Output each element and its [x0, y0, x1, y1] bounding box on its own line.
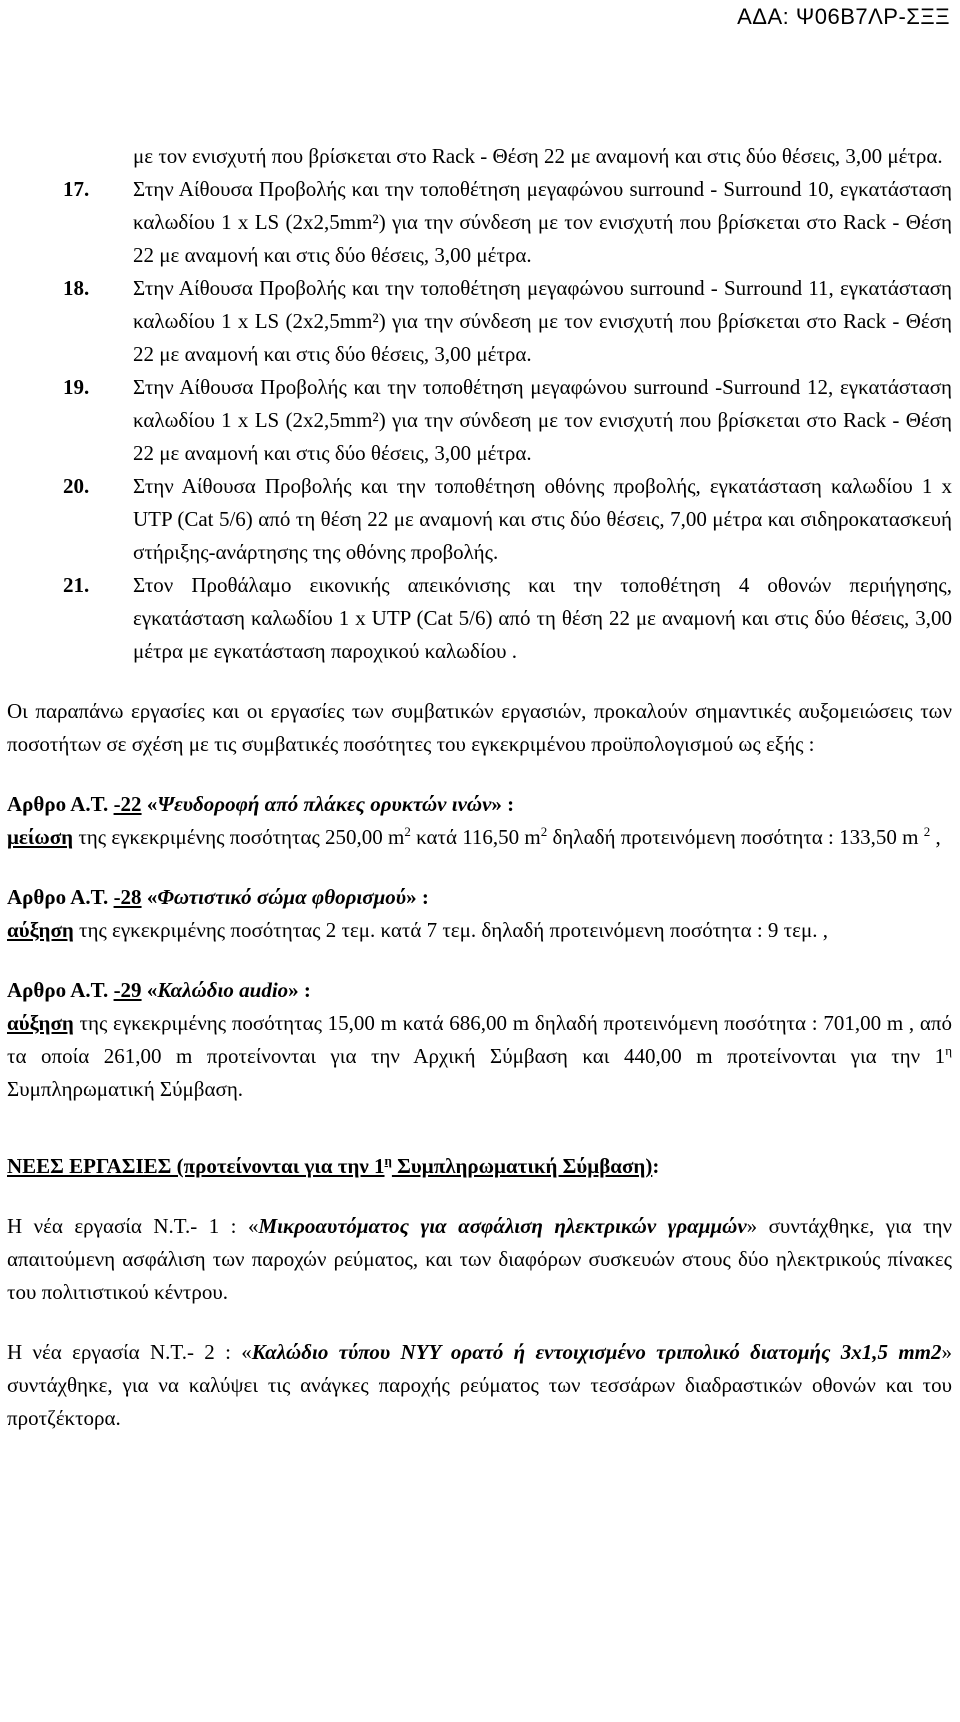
heading-text: ΝΕΕΣ ΕΡΓΑΣΙΕΣ (προτείνονται για την 1	[7, 1154, 385, 1178]
new-work-name: Μικροαυτόματος για ασφάλιση ηλεκτρικών γραμμών	[258, 1214, 747, 1238]
article-29	[7, 974, 952, 1106]
article-prefix: Αρθρο Α.Τ.	[7, 885, 114, 909]
article-code: -22	[113, 792, 142, 816]
new-work-text: » συντάχθηκε, για να καλύψει τις ανάγκες παροχής ρεύματος των τεσσάρων διαδραστικών οθονών και του προτζέκτορα.	[7, 1340, 953, 1430]
list-item-number: 17.	[63, 177, 90, 201]
new-work-2	[7, 1336, 952, 1435]
article-code: -28	[113, 885, 142, 909]
list-item-20	[7, 470, 952, 569]
quote-close: » :	[406, 885, 429, 909]
item-16-continuation: με τον ενισχυτή που βρίσκεται στο Rack - Θέση 22 με αναμονή και στις δύο θέσεις, 3,00 μέτρα.	[133, 144, 943, 168]
list-item-text: Στην Αίθουσα Προβολής και την τοποθέτηση οθόνης προβολής, εγκατάσταση καλωδίου 1 x UTP (Cat 5/6) από τη θέση 22 με αναμονή και στις δύο θέσεις, 7,00 μέτρα και σιδηροκατασκευή στήριξης-ανάρτησης της οθόνης προβολής.	[133, 474, 952, 564]
new-work-1	[7, 1210, 952, 1309]
new-work-lead: Η νέα εργασία Ν.Τ.- 1 : «	[7, 1214, 259, 1238]
heading-colon: :	[652, 1154, 660, 1178]
quote-open: «	[141, 792, 158, 816]
article-change: μείωση	[7, 825, 74, 849]
document-ada-code: ΑΔΑ: Ψ06Β7ΛΡ-ΣΞΞ	[737, 4, 950, 29]
list-item-text: Στην Αίθουσα Προβολής και την τοποθέτηση μεγαφώνου surround -Surround 12, εγκατάσταση καλωδίου 1 x LS (2x2,5mm²) για την σύνδεση με τον ενισχυτή που βρίσκεται στο Rack - Θέση 22 με αναμονή και στις δύο θέσεις, 3,00 μέτρα.	[133, 375, 952, 465]
list-item-19	[7, 371, 952, 470]
list-item-number: 18.	[63, 276, 90, 300]
list-item-number: 21.	[63, 573, 90, 597]
list-item-text: Στην Αίθουσα Προβολής και την τοποθέτηση μεγαφώνου surround - Surround 10, εγκατάσταση καλωδίου 1 x LS (2x2,5mm²) για την σύνδεση με τον ενισχυτή που βρίσκεται στο Rack - Θέση 22 με αναμονή και στις δύο θέσεις, 3,00 μέτρα.	[133, 177, 952, 267]
superscript: η	[945, 1043, 952, 1058]
superscript: η	[384, 1153, 392, 1168]
article-prefix: Αρθρο Α.Τ.	[7, 792, 114, 816]
list-item-number: 19.	[63, 375, 90, 399]
article-name: Καλώδιο audio	[157, 978, 289, 1002]
quote-close: » :	[491, 792, 515, 816]
list-item-text: Στην Αίθουσα Προβολής και την τοποθέτηση μεγαφώνου surround - Surround 11, εγκατάσταση καλωδίου 1 x LS (2x2,5mm²) για την σύνδεση με τον ενισχυτή που βρίσκεται στο Rack - Θέση 22 με αναμονή και στις δύο θέσεις, 3,00 μέτρα.	[133, 276, 952, 366]
article-text: της εγκεκριμένης ποσότητας 15,00 m κατά 686,00 m δηλαδή προτεινόμενη ποσότητα : 701,00 m , από τα οποία 261,00 m προτείνονται για την Αρχική Σύμβαση και 440,00 m προτείνονται για την 1	[7, 1011, 952, 1068]
article-prefix: Αρθρο Α.Τ.	[7, 978, 114, 1002]
article-change: αύξηση	[7, 918, 74, 942]
quote-open: «	[141, 978, 158, 1002]
document-body	[7, 140, 952, 1435]
article-code: -29	[113, 978, 142, 1002]
article-text: κατά 116,50 m	[410, 825, 541, 849]
list-item-21	[7, 569, 952, 668]
article-name: Φωτιστικό σώμα φθορισμού	[157, 885, 407, 909]
superscript: 2	[923, 824, 931, 839]
list-item-18	[7, 272, 952, 371]
article-28	[7, 881, 952, 947]
list-item-number: 20.	[63, 474, 90, 498]
list-item-17	[7, 173, 952, 272]
superscript: 2	[540, 824, 548, 839]
article-text: Συμπληρωματική Σύμβαση.	[7, 1077, 244, 1101]
article-text: ,	[930, 825, 941, 849]
article-text: της εγκεκριμένης ποσότητας 250,00 m	[73, 825, 405, 849]
quote-close: » :	[288, 978, 311, 1002]
summary-paragraph: Οι παραπάνω εργασίες και οι εργασίες των συμβατικών εργασιών, προκαλούν σημαντικές αυξομειώσεις των ποσοτήτων σε σχέση με τις συμβατικές ποσότητες του εγκεκριμένου προϋπολογισμού ως εξής :	[7, 699, 952, 756]
list-item-text: Στον Προθάλαμο εικονικής απεικόνισης και την τοποθέτηση 4 οθονών περιήγησης, εγκατάσταση καλωδίου 1 x UTP (Cat 5/6) από τη θέση 22 με αναμονή και στις δύο θέσεις, 3,00 μέτρα με εγκατάσταση παροχικού καλωδίου .	[133, 573, 952, 663]
new-work-text: » συντάχθηκε, για την απαιτούμενη ασφάλιση των παροχών ρεύματος, και των διαφόρων συσκευών στους δύο ηλεκτρικούς πίνακες του πολιτιστικού κέντρου.	[7, 1214, 953, 1304]
new-work-lead: Η νέα εργασία Ν.Τ.- 2 : «	[7, 1340, 252, 1364]
article-22	[7, 788, 952, 854]
article-change: αύξηση	[7, 1011, 74, 1035]
quote-open: «	[141, 885, 158, 909]
article-text: της εγκεκριμένης ποσότητας 2 τεμ. κατά 7 τεμ. δηλαδή προτεινόμενη ποσότητα : 9 τεμ. ,	[73, 918, 828, 942]
article-text: δηλαδή προτεινόμενη ποσότητα : 133,50 m	[547, 825, 924, 849]
superscript: 2	[404, 824, 411, 839]
article-name: Ψευδοροφή από πλάκες ορυκτών ινών	[157, 792, 492, 816]
new-work-name: Καλώδιο τύπου NYY ορατό ή εντοιχισμένο τριπολικό διατομής 3x1,5 mm2	[251, 1340, 942, 1364]
heading-text: Συμπληρωματική Σύμβαση)	[391, 1154, 653, 1178]
new-works-heading	[7, 1150, 952, 1183]
